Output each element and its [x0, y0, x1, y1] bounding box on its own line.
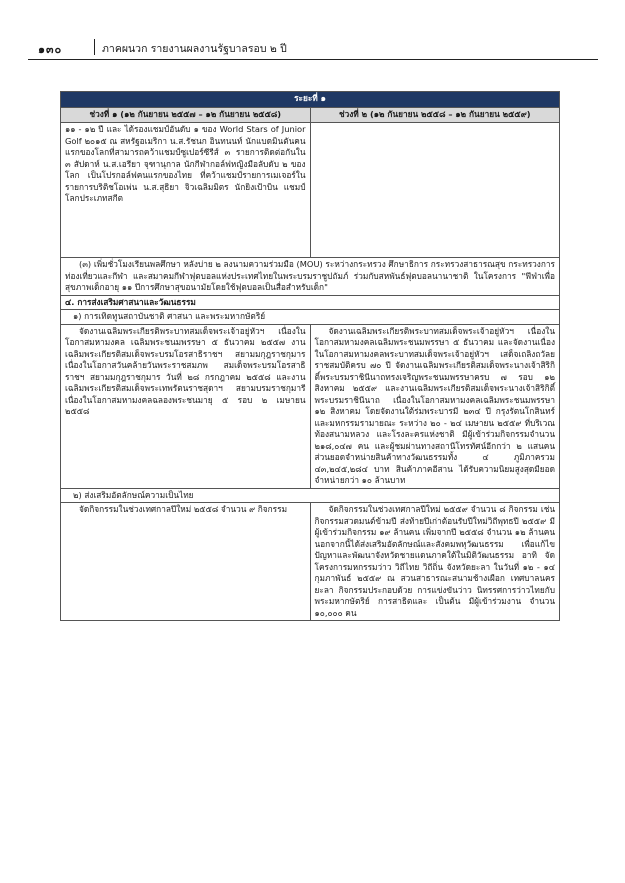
- page-header: [28, 37, 598, 60]
- row2-text: (๓) เพิ่มชั่วโมงเรียนพลศึกษา หลังบ่าย ๒ ลงนามความร่วมมือ (MOU) ระหว่างกระทรวง ศึกษาธิการ กระทรวงสาธารณสุข กระทรวงการท่องเที่ยวและกีฬา และสมาคมกีฬาฟุตบอลแห่งประเทศไทยในพระบรมราชูปถัมภ์ ร่วมกับสหพันธ์ฟุตบอลนานาชาติ ในโครงการ "ฟีฟ่าเพื่อสุขภาพเด็กอายุ ๑๑ ปีการศึกษาสุขอนามัยโดยใช้ฟุตบอลเป็นสื่อสำหรับเด็ก": [65, 259, 555, 292]
- row1-col1: ๑๑ - ๑๒ ปี และ ได้รองแชมป์อันดับ ๑ ของ World Stars of Junior Golf ๒๐๑๕ ณ สหรัฐอเมริกา น.ส.รัชนก อินทนนท์ นักแบดมินตันคนแรกของโลกที่สามารถคว้าแชมป์ซูเปอร์ซีรีส์ ๓ รายการติดต่อกันใน ๓ สัปดาห์ น.ส.เอรียา จุฑานุกาล นักกีฬากอล์ฟหญิงมือลับดับ ๒ ของโลก เป็นโปรกอล์ฟคนแรกของไทย ที่คว้าแชมป์รายการเมเจอร์ในรายการบริติชโอเพ่น น.ส.สุธิยา จิวเฉลิมมิตร นักยิงเป้าบิน แชมป์โลกประเภทสกีต: [61, 123, 311, 258]
- row3-col1: [61, 324, 311, 488]
- sub1-title: ๑) การเทิดทูนสถาบันชาติ ศาสนา และพระมหากษัตริย์: [61, 310, 560, 325]
- row4-col1: [61, 503, 311, 621]
- section4-title: ๔. การส่งเสริมศาสนาและวัฒนธรรม: [61, 295, 560, 310]
- sub2-title: ๒) ส่งเสริมอัตลักษณ์ความเป็นไทย: [61, 488, 560, 503]
- period-col2-header: ช่วงที่ ๒ (๑๒ กันยายน ๒๕๕๘ – ๑๒ กันยายน ๒๕๕๙): [310, 108, 560, 123]
- header-title: ภาคผนวก รายงานผลงานรัฐบาลรอบ ๒ ปี: [102, 43, 287, 55]
- row2-full: [61, 258, 560, 296]
- row4-col2: [310, 503, 560, 621]
- row4-col1-text: จัดกิจกรรมในช่วงเทศกาลปีใหม่ ๒๕๕๘ จำนวน ๙ กิจกรรม: [79, 504, 288, 514]
- report-table: [60, 91, 560, 621]
- header-divider: [94, 39, 95, 55]
- phase-title: ระยะที่ ๑: [61, 92, 560, 108]
- row3-col1-text: จัดงานเฉลิมพระเกียรติพระบาทสมเด็จพระเจ้าอยู่หัวฯ เนื่องในโอกาสมหามงคล เฉลิมพระชนมพรรษา ๕ ธันวาคม ๒๕๕๗ งานเฉลิมพระเกียรติสมเด็จพระบรมโอรสาธิราชฯ สยามมกุฎราชกุมาร เนื่องในโอกาสวันคล้ายวันพระราชสมภพ สมเด็จพระบรมโอรสาธิราชฯ สยามมกุฎราชกุมาร วันที่ ๒๘ กรกฎาคม ๒๕๕๘ และงานเฉลิมพระเกียรติสมเด็จพระเทพรัตนราชสุดาฯ สยามบรมราชกุมารี เนื่องในโอกาสมหามงคลฉลองพระชนมายุ ๕ รอบ ๒ เมษายน ๒๕๕๘: [65, 325, 306, 416]
- row4-col2-text: จัดกิจกรรมในช่วงเทศกาลปีใหม่ ๒๕๕๙ จำนวน ๘ กิจกรรม เช่น กิจกรรมสวดมนต์ข้ามปี ส่งท้ายปีเก่าต้อนรับปีใหม่วิถีพุทธปี ๒๕๕๙ มีผู้เข้าร่วมกิจกรรม ๑๙ ล้านคน เพิ่มจากปี ๒๕๕๘ จำนวน ๑๒ ล้านคน นอกจากนี้ได้ส่งเสริมอัตลักษณ์และสังคมพหุวัฒนธรรม เพื่อแก้ไขปัญหาและพัฒนาจังหวัดชายแดนภาคใต้ในมิติวัฒนธรรม อาทิ จัดโครงการมหกรรมว่าว วิถีไทย วิถีถิ่น จังหวัดยะลา ในวันที่ ๑๒ - ๑๔ กุมภาพันธ์ ๒๕๕๙ ณ สวนสาธารณะสนามช้างเผือก เทศบาลนครยะลา กิจกรรมประกอบด้วย การแข่งขันว่าว นิทรรศการว่าวไทยกับพระมหากษัตริย์ การสาธิตและ เป็นต้น มีผู้เข้าร่วมงาน จำนวน ๑๐,๐๐๐ คน: [314, 504, 555, 618]
- row3-col2: [310, 324, 560, 488]
- page-number: ๑๓๐: [38, 43, 63, 56]
- period-col1-header: ช่วงที่ ๑ (๑๒ กันยายน ๒๕๕๗ – ๑๒ กันยายน ๒๕๕๘): [61, 108, 311, 123]
- row1-col2: [310, 123, 560, 258]
- row3-col2-text: จัดงานเฉลิมพระเกียรติพระบาทสมเด็จพระเจ้าอยู่หัวฯ เนื่องในโอกาสมหามงคลเฉลิมพระชนมพรรษา ๕ ธันวาคม และจัดงานเนื่องในโอกาสมหามงคลพระบาทสมเด็จพระเจ้าอยู่หัวฯ เสด็จเถลิงถวัลยราชสมบัติครบ ๗๐ ปี จัดงานเฉลิมพระเกียรติสมเด็จพระนางเจ้าสิริกิติ์พระบรมราชินีนาถทรงเจริญพระชนมพรรษาครบ ๗ รอบ ๑๒ สิงหาคม ๒๕๕๙ และงานเฉลิมพระเกียรติสมเด็จพระนางเจ้าสิริกิติ์พระบรมราชินีนาถ เนื่องในโอกาสมหามงคลเฉลิมพระชนมพรรษา ๑๒ สิงหาคม โดยจัดงานใต้ร่มพระบารมี ๒๓๔ ปี กรุงรัตนโกสินทร์และมหกรรมรามายณะ ระหว่าง ๒๐ - ๒๔ เมษายน ๒๕๕๙ ที่บริเวณท้องสนามหลวง และโรงละครแห่งชาติ มีผู้เข้าร่วมกิจกรรมจำนวน ๒๑๘,๐๔๗ คน และผู้ชมผ่านทางสถานีโทรทัศน์อีกกว่า ๒ แสนคน ส่วนยอดจำหน่ายสินค้าทางวัฒนธรรมทั้ง ๔ ภูมิภาครวม ๔๓,๒๔๕,๒๘๔ บาท สินค้าภาคอีสาน ได้รับความนิยมสูงสุดมียอดจำหน่ายกว่า ๑๐ ล้านบาท: [314, 325, 555, 485]
